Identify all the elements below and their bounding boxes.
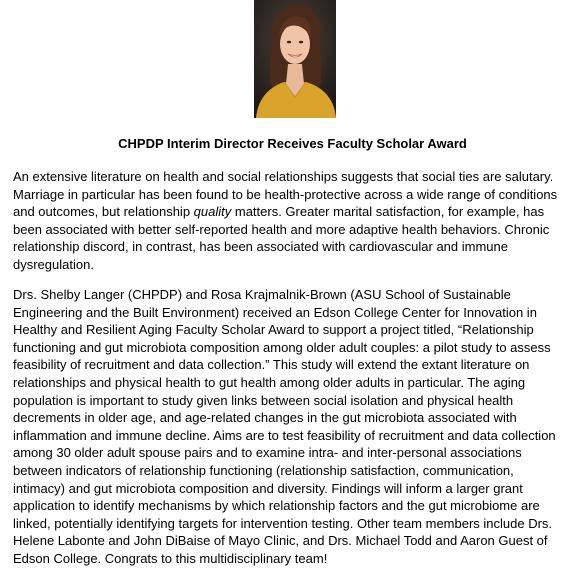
paragraph-line: intimacy) and gut microbiota composition and diversity. Findings will inform a larger grant	[13, 480, 523, 496]
paragraph-line: inflammation and immune decline. Aims are to test feasibility of recruitment and data collection	[13, 427, 556, 443]
paragraph-line: Edson College. Congrats to this multidisciplinary team!	[13, 550, 328, 566]
paragraph-award-details	[13, 286, 575, 568]
paragraph-line: Marriage in particular has been found to be health-protective across a wide range of conditions	[13, 186, 558, 202]
paragraph-line: Helene Labonte and John DiBaise of Mayo Clinic, and Drs. Michael Todd and Aaron Guest of	[13, 533, 548, 549]
paragraph-line: relationships and physical health to gut health among older adults in particular. The aging	[13, 374, 526, 390]
paragraph-line: An extensive literature on health and social relationships suggests that social ties are salutary.	[13, 169, 554, 184]
paragraph-line: relationship discord, in contrast, has been associated with cardiovascular and immune	[13, 239, 508, 255]
paragraph-line: application to identify mechanisms by which relationship factors and the gut microbiome are	[13, 498, 540, 514]
article-title: CHPDP Interim Director Receives Faculty Scholar Award	[118, 136, 467, 151]
paragraph-line: linked, potentially identifying targets for intervention testing. Other team members include Drs.	[13, 515, 553, 531]
paragraph-line	[13, 203, 575, 221]
paragraph-line: functioning and gut microbiota composition among older adult couples: a pilot study to assess	[13, 339, 551, 355]
paragraph-line: Engineering and the Built Environment) received an Edson College Center for Innovation in	[13, 304, 537, 320]
paragraph-line: among 30 older adult spouse pairs and to examine intra- and inter-personal associations	[13, 445, 522, 461]
text-run: matters. Greater marital satisfaction, for example, has	[231, 204, 545, 220]
paragraph-line: feasibility of recruitment and data collection.” This study will extend the extant literature on	[13, 357, 530, 373]
portrait-photo	[254, 0, 336, 118]
text-run: and outcomes, but relationship	[13, 204, 194, 220]
paragraph-line: between indicators of relationship functioning (relationship satisfaction, communication,	[13, 462, 514, 478]
paragraph-line: Drs. Shelby Langer (CHPDP) and Rosa Krajmalnik-Brown (ASU School of Sustainable	[13, 287, 511, 302]
paragraph-line: population is important to study given links between social isolation and physical health	[13, 392, 514, 408]
paragraph-line: been associated with better self-reported health and more adaptive health behaviors. Chronic	[13, 221, 550, 237]
paragraph-intro	[13, 168, 575, 274]
emphasized-word: quality	[193, 204, 232, 220]
paragraph-line: dysregulation.	[13, 256, 94, 272]
paragraph-line: Healthy and Resilient Aging Faculty Scholar Award to support a project titled, “Relationship	[13, 322, 534, 338]
paragraph-line: decrements in older age, and age-related changes in the gut microbiota associated with	[13, 410, 517, 426]
